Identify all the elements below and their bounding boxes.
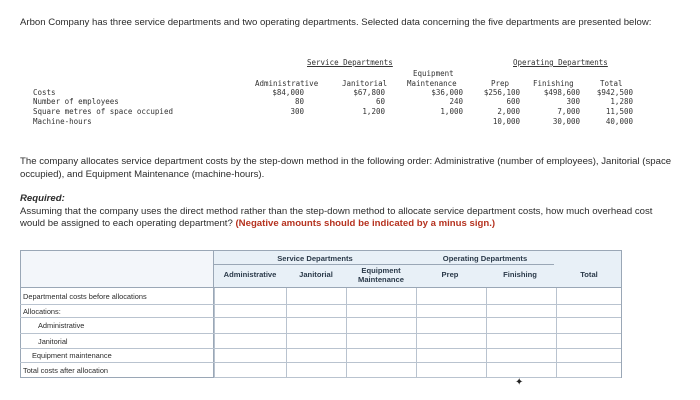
cell-value: 300 [290, 107, 304, 116]
grid-input-cell[interactable] [286, 363, 346, 378]
grid-right-border [621, 288, 622, 378]
grid-input-cell[interactable] [286, 349, 346, 363]
cell-value: 11,500 [605, 107, 633, 116]
mouse-cursor-icon: ✦ [515, 377, 524, 388]
required-text-wrap [20, 206, 680, 231]
row-label: Machine-hours [33, 117, 92, 126]
grid-input-cell[interactable] [346, 318, 416, 334]
cell-value: 10,000 [492, 117, 520, 126]
grid-input-cell[interactable] [416, 349, 486, 363]
grid-input-cell[interactable] [416, 363, 486, 378]
grid-input-cell[interactable] [286, 318, 346, 334]
department-data-table [0, 0, 700, 140]
group-operating-header: Operating Departments [513, 58, 608, 67]
cell-value: 240 [449, 97, 463, 106]
grid-input-cell[interactable] [214, 349, 286, 363]
grid-input-cell[interactable] [416, 334, 486, 349]
required-text: Assuming that the company uses the direct method rather than the step-down method to allocate service department costs, how much overhead cost would be assigned to each operating department? [20, 205, 653, 229]
grid-col-janitorial: Janitorial [299, 270, 333, 279]
col-janitorial: Janitorial [342, 79, 388, 88]
cell-value: $256,100 [483, 88, 520, 97]
cell-value: 60 [375, 97, 385, 106]
cell-value: 1,200 [362, 107, 385, 116]
col-prep: Prep [491, 79, 510, 88]
grid-input-cell[interactable] [556, 334, 622, 349]
col-equip-top: Equipment [413, 69, 454, 78]
grid-row-label: Administrative [20, 318, 214, 334]
grid-input-cell[interactable] [346, 334, 416, 349]
cell-value: 600 [506, 97, 520, 106]
grid-input-cell[interactable] [214, 334, 286, 349]
grid-input-cell[interactable] [486, 288, 556, 305]
cell-value: 300 [566, 97, 580, 106]
group-service-header: Service Departments [307, 58, 393, 67]
col-equip-bottom: Maintenance [407, 79, 457, 88]
grid-input-cell[interactable] [486, 334, 556, 349]
grid-row-label: Equipment maintenance [20, 349, 214, 363]
required-note: (Negative amounts should be indicated by a minus sign.) [235, 218, 496, 229]
grid-input-cell[interactable] [416, 288, 486, 305]
grid-row-label: Total costs after allocation [23, 366, 109, 375]
grid-col-admin: Administrative [223, 270, 277, 279]
grid-input-cell[interactable] [556, 363, 622, 378]
grid-col-prep: Prep [441, 270, 459, 279]
grid-input-cell[interactable] [286, 334, 346, 349]
grid-input-cell[interactable] [486, 318, 556, 334]
grid-group-service: Service Departments [214, 254, 416, 265]
grid-row-label: Allocations: [20, 305, 214, 318]
answer-grid [20, 250, 622, 378]
grid-input-cell[interactable] [346, 305, 416, 318]
grid-group-operating: Operating Departments [416, 254, 554, 265]
grid-input-cell[interactable] [286, 288, 346, 305]
grid-col-equip-bottom: Maintenance [358, 275, 404, 284]
required-heading: Required: [20, 193, 65, 204]
allocation-text: The company allocates service department costs by the step-down method in the following order: Administrative (number of employees), Janitorial (space occupied), and Equipment Maintenance (machine-hours). [20, 156, 672, 180]
cell-value: 2,000 [497, 107, 520, 116]
grid-col-equip-top: Equipment [361, 266, 401, 275]
grid-row-label: Janitorial [20, 334, 214, 349]
grid-input-cell[interactable] [556, 349, 622, 363]
grid-input-cell[interactable] [486, 349, 556, 363]
grid-input-cell[interactable] [486, 363, 556, 378]
row-label: Square metres of space occupied [33, 107, 173, 116]
grid-input-cell[interactable] [416, 318, 486, 334]
grid-col-total: Total [580, 270, 598, 279]
row-label: Costs [33, 88, 56, 97]
col-admin: Administrative [255, 79, 319, 88]
row-label: Number of employees [33, 97, 119, 106]
grid-input-cell[interactable] [556, 305, 622, 318]
cell-value: 1,000 [440, 107, 463, 116]
grid-input-cell[interactable] [214, 305, 286, 318]
cell-value: $67,800 [353, 88, 385, 97]
grid-input-cell[interactable] [214, 318, 286, 334]
cell-value: 1,280 [610, 97, 633, 106]
grid-input-cell[interactable] [214, 288, 286, 305]
cell-value: $498,600 [543, 88, 580, 97]
intro-text: Arbon Company has three service departments and two operating departments. Selected data concerning the five departments are presented below: [20, 17, 652, 28]
col-finishing: Finishing [533, 79, 574, 88]
cell-value: $36,000 [431, 88, 463, 97]
grid-input-cell[interactable] [556, 288, 622, 305]
grid-input-cell[interactable] [286, 305, 346, 318]
cell-value: $84,000 [272, 88, 304, 97]
cell-value: 30,000 [552, 117, 580, 126]
grid-input-cell[interactable] [346, 288, 416, 305]
required-block [20, 193, 680, 231]
grid-input-cell[interactable] [486, 305, 556, 318]
grid-input-cell[interactable] [556, 318, 622, 334]
grid-input-cell[interactable] [416, 305, 486, 318]
grid-input-cell[interactable] [346, 349, 416, 363]
grid-input-cell[interactable] [346, 363, 416, 378]
cell-value: 80 [294, 97, 304, 106]
cell-value: 7,000 [557, 107, 580, 116]
cell-value: 40,000 [605, 117, 633, 126]
grid-input-cell[interactable] [214, 363, 286, 378]
cell-value: $942,500 [596, 88, 633, 97]
grid-row-label: Departmental costs before allocations [20, 288, 214, 305]
grid-col-finishing: Finishing [503, 270, 537, 279]
col-total: Total [600, 79, 623, 88]
